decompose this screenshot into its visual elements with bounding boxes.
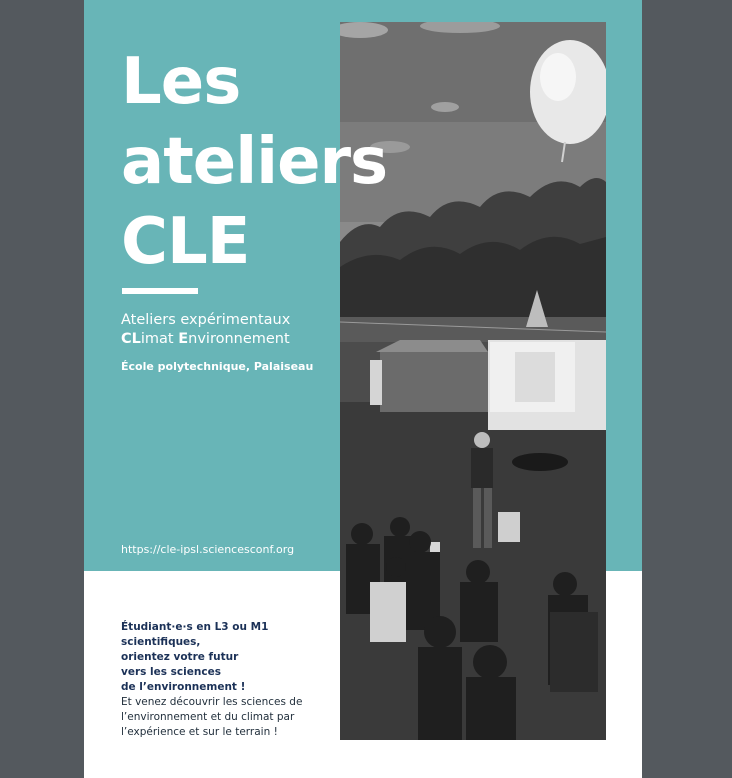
location-text: École polytechnique, Palaiseau: [121, 360, 314, 373]
subtitle-line-2: [121, 330, 290, 349]
promo-line-3: l’expérience et sur le terrain !: [121, 726, 278, 738]
poster-title: [121, 42, 387, 282]
acronym-cl: CL: [121, 331, 141, 347]
promo-bold-line-5: de l’environnement !: [121, 681, 246, 693]
subtitle-line-1: Ateliers expérimentaux: [121, 312, 291, 328]
subtitle-imat: imat: [140, 331, 179, 347]
title-line-1: Les: [121, 45, 241, 119]
promo-text: [121, 620, 336, 740]
promo-line-2: l’environnement et du climat par: [121, 711, 295, 723]
title-divider: [122, 288, 198, 294]
promo-bold-line-4: vers les sciences: [121, 666, 221, 678]
website-url: https://cle-ipsl.sciencesconf.org: [121, 543, 295, 556]
poster-subtitle: [121, 311, 290, 349]
promo-bold-line-1: Étudiant·e·s en L3 ou M1: [121, 621, 269, 633]
promo-bold-line-2: scientifiques,: [121, 636, 201, 648]
poster-page: [84, 0, 642, 778]
acronym-e: E: [178, 331, 189, 347]
promo-bold-line-3: orientez votre futur: [121, 651, 239, 663]
title-line-3: CLE: [121, 205, 250, 279]
subtitle-nvironnement: nvironnement: [188, 331, 290, 347]
promo-line-1: Et venez découvrir les sciences de: [121, 696, 303, 708]
title-line-2: ateliers: [121, 125, 388, 199]
